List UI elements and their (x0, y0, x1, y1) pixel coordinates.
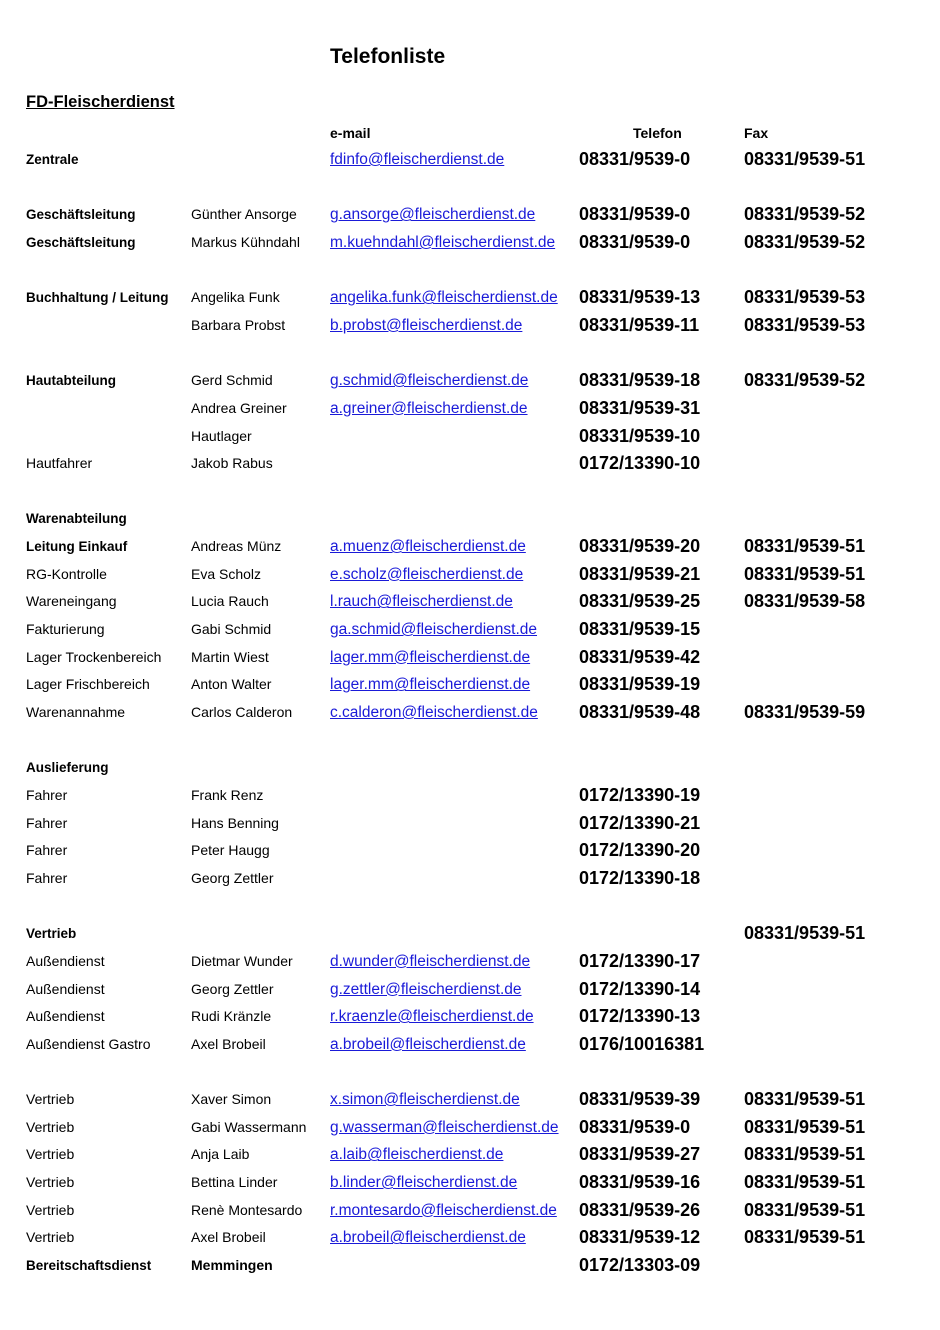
name-cell: Axel Brobeil (191, 1035, 266, 1052)
table-row (0, 644, 940, 671)
department-cell: Fahrer (26, 786, 68, 803)
department-cell: Vertrieb (26, 1201, 75, 1218)
email-link[interactable]: g.ansorge@fleischerdienst.de (330, 206, 536, 224)
telefon-cell: 08331/9539-19 (579, 674, 701, 695)
fax-cell: 08331/9539-51 (744, 1227, 866, 1248)
department-cell: Lager Trockenbereich (26, 648, 162, 665)
department-cell: RG-Kontrolle (26, 565, 107, 582)
email-link[interactable]: r.kraenzle@fleischerdienst.de (330, 1008, 534, 1026)
table-row (0, 699, 940, 726)
name-cell: Xaver Simon (191, 1091, 272, 1108)
department-cell: Warenannahme (26, 704, 126, 720)
name-cell: Anton Walter (191, 676, 272, 693)
department-cell: Bereitschaftsdienst (26, 1258, 152, 1273)
fax-cell: 08331/9539-52 (744, 231, 866, 252)
email-link[interactable]: g.schmid@fleischerdienst.de (330, 372, 529, 390)
telefon-cell: 08331/9539-13 (579, 287, 701, 308)
table-row (0, 229, 940, 256)
telefon-cell: 08331/9539-18 (579, 370, 701, 391)
name-cell: Renè Montesardo (191, 1201, 303, 1218)
name-cell: Günther Ansorge (191, 206, 297, 223)
department-cell: Geschäftsleitung (26, 207, 136, 223)
fax-cell: 08331/9539-51 (744, 536, 866, 557)
email-link[interactable]: e.scholz@fleischerdienst.de (330, 565, 524, 583)
table-row (0, 1114, 940, 1141)
fax-cell: 08331/9539-53 (744, 314, 866, 335)
name-cell: Angelika Funk (191, 289, 280, 306)
fax-cell: 08331/9539-51 (744, 923, 866, 944)
table-row (0, 837, 940, 864)
telefon-cell: 0172/13390-17 (579, 950, 701, 971)
fax-cell: 08331/9539-52 (744, 204, 866, 225)
email-link[interactable]: lager.mm@fleischerdienst.de (330, 676, 531, 694)
telefon-cell: 08331/9539-15 (579, 619, 701, 640)
department-cell: Hautfahrer (26, 455, 93, 472)
name-cell: Memmingen (191, 1257, 273, 1273)
table-row (0, 865, 940, 892)
email-link[interactable]: a.laib@fleischerdienst.de (330, 1146, 504, 1164)
table-row (0, 395, 940, 422)
fax-cell: 08331/9539-51 (744, 1116, 866, 1137)
telefon-cell: 0176/10016381 (579, 1033, 705, 1054)
email-link[interactable]: x.simon@fleischerdienst.de (330, 1091, 520, 1109)
table-row (0, 1086, 940, 1113)
table-row (0, 1169, 940, 1196)
column-header-telefon: Telefon (633, 125, 682, 141)
department-cell: Außendienst (26, 980, 105, 997)
name-cell: Georg Zettler (191, 869, 274, 886)
department-cell: Vertrieb (26, 1174, 75, 1191)
telefon-cell: 0172/13390-18 (579, 867, 701, 888)
telefon-cell: 08331/9539-0 (579, 149, 691, 169)
telefon-cell: 08331/9539-42 (579, 646, 701, 667)
name-cell: Peter Haugg (191, 842, 270, 859)
company-heading: FD-Fleischerdienst (26, 93, 175, 111)
telefon-cell: 0172/13390-19 (579, 784, 701, 805)
column-header-fax: Fax (744, 125, 769, 141)
email-link[interactable]: ga.schmid@fleischerdienst.de (330, 621, 538, 639)
email-link[interactable]: g.zettler@fleischerdienst.de (330, 980, 522, 998)
email-link[interactable]: a.brobeil@fleischerdienst.de (330, 1229, 526, 1247)
name-cell: Rudi Kränzle (191, 1008, 272, 1025)
department-cell: Vertrieb (26, 1229, 75, 1246)
email-link[interactable]: fdinfo@fleischerdienst.de (330, 151, 505, 168)
table-row (0, 450, 940, 477)
telefon-cell: 0172/13390-10 (579, 453, 701, 474)
telefon-cell: 08331/9539-11 (579, 314, 700, 335)
telefon-cell: 08331/9539-16 (579, 1172, 701, 1193)
name-cell: Hautlager (191, 427, 252, 444)
table-row (0, 1141, 940, 1168)
telefon-cell: 0172/13390-21 (579, 812, 701, 833)
page-title: Telefonliste (330, 45, 446, 68)
name-cell: Martin Wiest (191, 648, 269, 665)
table-row (0, 312, 940, 339)
telefon-cell: 08331/9539-39 (579, 1089, 701, 1110)
table-row (0, 561, 940, 588)
email-link[interactable]: b.probst@fleischerdienst.de (330, 316, 523, 334)
fax-cell: 08331/9539-51 (744, 563, 866, 584)
table-row (0, 1197, 940, 1224)
name-cell: Andrea Greiner (191, 399, 287, 416)
table-row (0, 754, 940, 781)
table-row (0, 1224, 940, 1251)
telefon-cell: 08331/9539-48 (579, 702, 701, 722)
fax-cell: 08331/9539-51 (744, 1144, 866, 1165)
table-row (0, 976, 940, 1003)
table-row (0, 146, 940, 173)
telefon-cell: 0172/13390-14 (579, 978, 701, 999)
name-cell: Bettina Linder (191, 1174, 278, 1191)
name-cell: Axel Brobeil (191, 1229, 266, 1246)
table-row (0, 1003, 940, 1030)
table-row (0, 810, 940, 837)
table-row (0, 423, 940, 450)
telefon-cell: 08331/9539-27 (579, 1144, 701, 1165)
department-cell: Fahrer (26, 869, 68, 886)
telefon-cell: 08331/9539-0 (579, 204, 691, 225)
name-cell: Andreas Münz (191, 538, 282, 555)
email-link[interactable]: b.linder@fleischerdienst.de (330, 1174, 518, 1192)
email-link[interactable]: lager.mm@fleischerdienst.de (330, 648, 531, 666)
department-cell: Buchhaltung / Leitung (26, 290, 169, 306)
name-cell: Lucia Rauch (191, 593, 269, 610)
table-row (0, 533, 940, 560)
telefon-cell: 08331/9539-25 (579, 591, 701, 612)
email-link[interactable]: d.wunder@fleischerdienst.de (330, 952, 531, 970)
email-link[interactable]: m.kuehndahl@fleischerdienst.de (330, 233, 556, 251)
table-row (0, 616, 940, 643)
fax-cell: 08331/9539-58 (744, 591, 866, 612)
name-cell: Georg Zettler (191, 980, 274, 997)
email-link[interactable]: c.calderon@fleischerdienst.de (330, 704, 538, 721)
email-link[interactable]: a.muenz@fleischerdienst.de (330, 538, 526, 556)
name-cell: Anja Laib (191, 1146, 250, 1163)
fax-cell: 08331/9539-51 (744, 1089, 866, 1110)
telefon-cell: 0172/13303-09 (579, 1255, 701, 1275)
name-cell: Gabi Schmid (191, 621, 272, 638)
table-row (0, 920, 940, 947)
email-link[interactable]: r.montesardo@fleischerdienst.de (330, 1201, 557, 1219)
name-cell: Eva Scholz (191, 565, 262, 582)
department-cell: Außendienst (26, 952, 105, 969)
department-cell: Auslieferung (26, 760, 109, 776)
email-link[interactable]: a.greiner@fleischerdienst.de (330, 399, 528, 417)
department-cell: Hautabteilung (26, 373, 116, 389)
fax-cell: 08331/9539-51 (744, 149, 866, 169)
department-cell: Vertrieb (26, 1091, 75, 1108)
department-cell: Außendienst (26, 1008, 105, 1025)
department-cell: Lager Frischbereich (26, 676, 150, 693)
table-row (0, 588, 940, 615)
department-cell: Warenabteilung (26, 511, 127, 527)
column-header-email: e-mail (330, 125, 371, 141)
telefon-cell: 08331/9539-0 (579, 1116, 691, 1137)
department-cell: Wareneingang (26, 593, 117, 610)
table-row (0, 284, 940, 311)
telefon-cell: 0172/13390-13 (579, 1006, 701, 1027)
telefon-cell: 0172/13390-20 (579, 840, 701, 861)
department-cell: Vertrieb (26, 1146, 75, 1163)
department-cell: Vertrieb (26, 1118, 75, 1135)
table-row (0, 505, 940, 532)
department-cell: Vertrieb (26, 926, 77, 942)
fax-cell: 08331/9539-51 (744, 1172, 866, 1193)
fax-cell: 08331/9539-53 (744, 287, 866, 308)
name-cell: Hans Benning (191, 814, 279, 831)
fax-cell: 08331/9539-52 (744, 370, 866, 391)
telefon-cell: 08331/9539-20 (579, 536, 701, 557)
department-cell: Leitung Einkauf (26, 539, 128, 555)
name-cell: Barbara Probst (191, 316, 286, 333)
telefon-cell: 08331/9539-31 (579, 397, 701, 418)
table-row (0, 367, 940, 394)
name-cell: Jakob Rabus (191, 455, 273, 472)
department-cell: Fahrer (26, 842, 68, 859)
department-cell: Fakturierung (26, 621, 105, 638)
name-cell: Carlos Calderon (191, 704, 293, 720)
name-cell: Dietmar Wunder (191, 952, 293, 969)
fax-cell: 08331/9539-51 (744, 1199, 866, 1220)
telefon-cell: 08331/9539-21 (579, 563, 701, 584)
table-row (0, 201, 940, 228)
department-cell: Fahrer (26, 814, 68, 831)
name-cell: Frank Renz (191, 786, 264, 803)
email-link[interactable]: l.rauch@fleischerdienst.de (330, 593, 513, 611)
telefon-cell: 08331/9539-26 (579, 1199, 701, 1220)
email-link[interactable]: angelika.funk@fleischerdienst.de (330, 289, 558, 307)
fax-cell: 08331/9539-59 (744, 702, 866, 722)
table-row (0, 948, 940, 975)
department-cell: Geschäftsleitung (26, 234, 136, 250)
department-cell: Außendienst Gastro (26, 1035, 151, 1052)
table-row (0, 671, 940, 698)
email-link[interactable]: g.wasserman@fleischerdienst.de (330, 1118, 559, 1136)
name-cell: Markus Kühndahl (191, 233, 300, 250)
name-cell: Gerd Schmid (191, 372, 273, 389)
table-row (0, 1031, 940, 1058)
email-link[interactable]: a.brobeil@fleischerdienst.de (330, 1035, 526, 1053)
telefon-cell: 08331/9539-12 (579, 1227, 701, 1248)
table-row (0, 782, 940, 809)
name-cell: Gabi Wassermann (191, 1118, 307, 1135)
table-row (0, 1252, 940, 1279)
department-cell: Zentrale (26, 152, 79, 167)
telefon-cell: 08331/9539-10 (579, 425, 701, 446)
telefon-cell: 08331/9539-0 (579, 231, 691, 252)
